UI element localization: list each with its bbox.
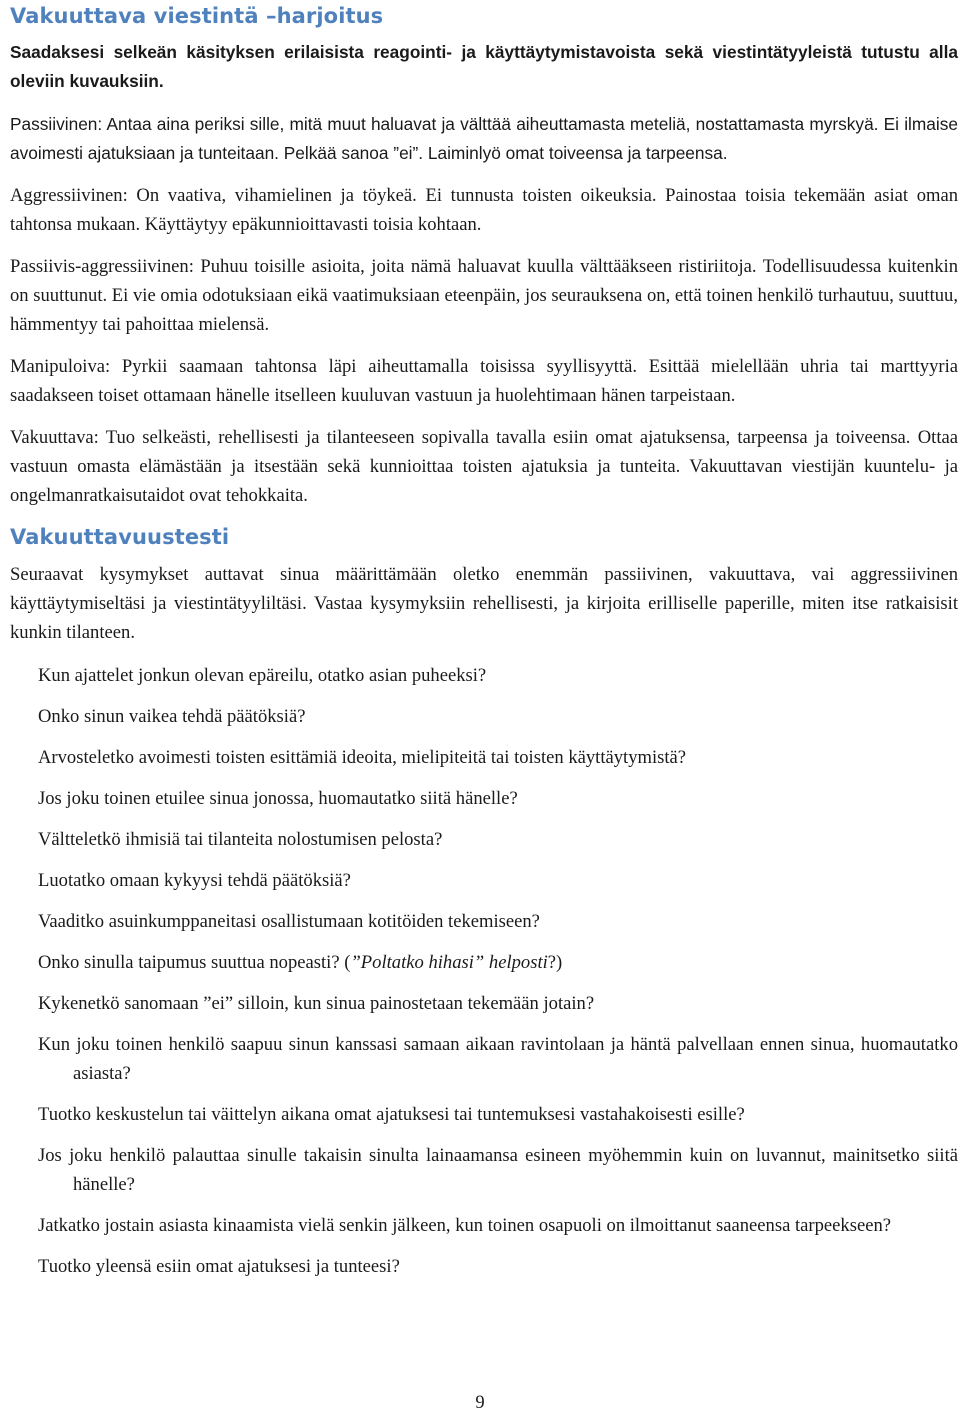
question-item: Arvosteletko avoimesti toisten esittämiä ideoita, mielipiteitä tai toisten käyttäytymistä? [38, 747, 687, 768]
manipulative-paragraph: Manipuloiva: Pyrkii saamaan tahtonsa läpi aiheuttamalla toisissa syyllisyyttä. Esittää mielellään uhria tai marttyyria saadakseen toiset ottamaan hänelle itselleen kuuluvan vastuun ja huolehtimaan hänen tarpeistaan. [10, 356, 958, 406]
question-item: Vaaditko asuinkumppaneitasi osallistumaan kotitöiden tekemiseen? [38, 911, 540, 932]
question-item: Kykenetkö sanomaan ”ei” silloin, kun sinua painostetaan tekemään jotain? [38, 993, 595, 1014]
question-item: Kun ajattelet jonkun olevan epäreilu, otatko asian puheeksi? [38, 665, 487, 686]
passive-paragraph: Passiivinen: Antaa aina periksi sille, mitä muut haluavat ja välttää aiheuttamasta meteliä, nostattamasta myrskyä. Ei ilmaise avoimesti ajatuksiaan ja tunteitaan. Pelkää sanoa ”ei”. Laiminlyö omat toiveensa ja tarpeensa. [10, 114, 958, 163]
question-item [10, 948, 958, 977]
test-intro-paragraph: Seuraavat kysymykset auttavat sinua määrittämään oletko enemmän passiivinen, vakuuttava, vai aggressiivinen käyttäytymiseltäsi ja viestintätyyliltäsi. Vastaa kysymyksiin rehellisesti, ja kirjoita erilliselle paperille, miten itse ratkaisisit kunkin tilanteen. [10, 564, 958, 643]
question-item: Tuotko yleensä esiin omat ajatuksesi ja tunteesi? [38, 1256, 400, 1277]
question-item: Onko sinun vaikea tehdä päätöksiä? [38, 706, 306, 727]
passive-aggressive-paragraph: Passiivis-aggressiivinen: Puhuu toisille asioita, joita nämä haluavat kuulla välttääkseen ristiriitoja. Todellisuudessa kuitenkin on suuttunut. Ei vie omia odotuksiaan eikä vaatimuksiaan eteenpäin, jos seurauksena on, että toinen henkilö turhautuu, suuttuu, hämmentyy tai pahoittaa mielensä. [10, 256, 958, 335]
assertive-paragraph: Vakuuttava: Tuo selkeästi, rehellisesti ja tilanteeseen sopivalla tavalla esiin omat ajatuksensa, tarpeensa ja toiveensa. Ottaa vastuun omasta elämästään ja itsestään sekä kunnioittaa toisten ajatuksia ja tunteita. Vakuuttavan viestijän kuuntelu- ja ongelmanratkaisutaidot ovat tehokkaita. [10, 427, 958, 506]
question-item: Tuotko keskustelun tai väittelyn aikana omat ajatuksesi tai tuntemuksesi vastahakoisesti esille? [38, 1104, 745, 1125]
question-item: Vältteletkö ihmisiä tai tilanteita nolostumisen pelosta? [38, 829, 443, 850]
test-heading: Vakuuttavuustesti [10, 525, 230, 549]
question-text: Onko sinulla taipumus suuttua nopeasti? [38, 952, 340, 973]
question-item: Luotatko omaan kykyysi tehdä päätöksiä? [38, 870, 351, 891]
document-page [10, 0, 958, 1293]
question-item: Kun joku toinen henkilö saapuu sinun kanssasi samaan aikaan ravintolaan ja häntä palvellaan ennen sinua, huomautatko asiasta? [38, 1034, 958, 1084]
intro-paragraph: Saadaksesi selkeän käsityksen erilaisista reagointi- ja käyttäytymistavoista sekä viestintätyyleistä tutustu alla oleviin kuvauksiin. [10, 42, 958, 91]
main-heading: Vakuuttava viestintä –harjoitus [10, 4, 384, 28]
question-item: Jatkatko jostain asiasta kinaamista vielä senkin jälkeen, kun toinen osapuoli on ilmoittanut saaneensa tarpeekseen? [38, 1215, 891, 1236]
question-note-italic: ”Poltatko hihasi” helposti [350, 952, 548, 973]
question-item: Jos joku toinen etuilee sinua jonossa, huomautatko siitä hänelle? [38, 788, 518, 809]
question-note-open: ( [344, 952, 351, 973]
page-number: 9 [475, 1392, 485, 1413]
aggressive-paragraph: Aggressiivinen: On vaativa, vihamielinen ja töykeä. Ei tunnusta toisten oikeuksia. Painostaa toisia tekemään asiat oman tahtonsa mukaan. Käyttäytyy epäkunnioittavasti toisia kohtaan. [10, 185, 958, 235]
question-list [10, 661, 958, 1281]
question-note-close: ?) [547, 952, 563, 973]
question-item: Jos joku henkilö palauttaa sinulle takaisin sinulta lainaamansa esineen myöhemmin kuin on luvannut, mainitsetko siitä hänelle? [38, 1145, 958, 1195]
